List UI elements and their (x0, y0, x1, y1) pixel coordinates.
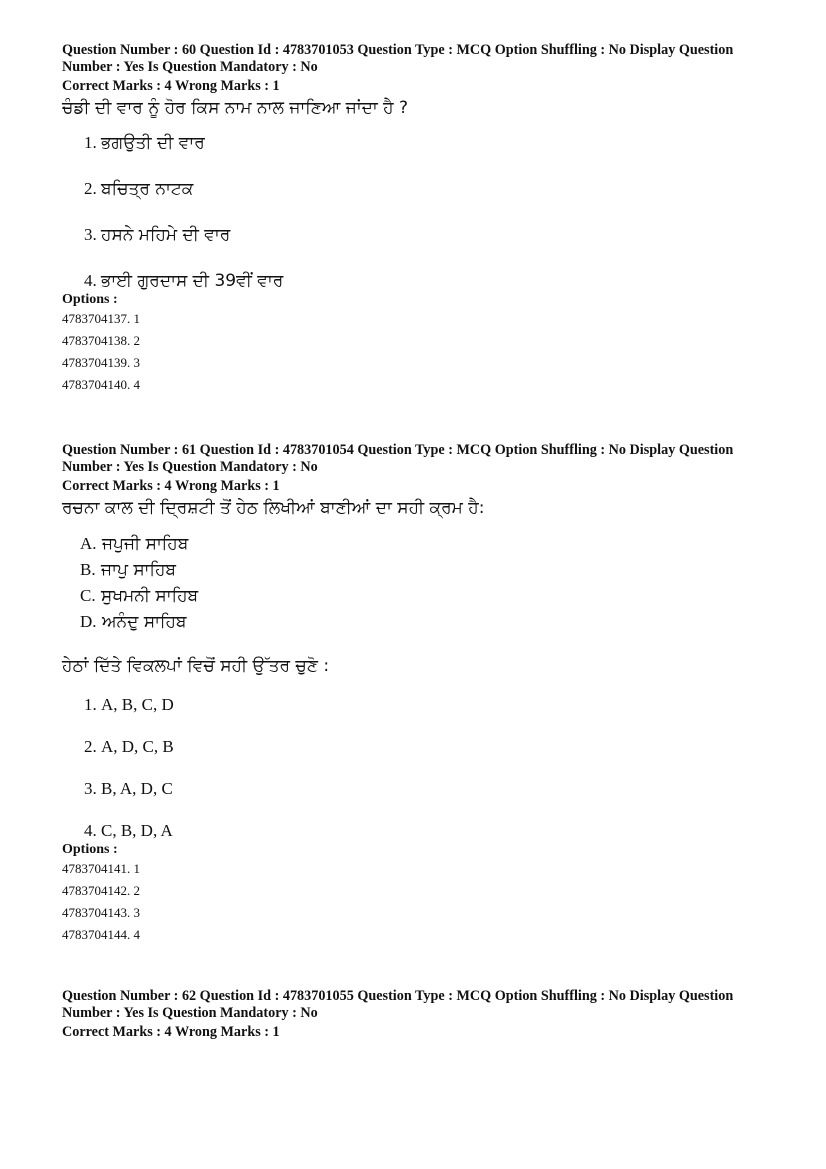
statement-item (62, 531, 782, 557)
question-61-block (62, 442, 782, 946)
answer-option-4 (62, 270, 782, 292)
option-text: ਭਗਉਤੀ ਦੀ ਵਾਰ (101, 132, 205, 153)
option-number: 3. (84, 778, 97, 798)
option-id: 4783704142. 2 (62, 882, 140, 898)
statement-label: C. (80, 585, 96, 605)
answer-option-1 (62, 694, 782, 736)
option-text: ਭਾਈ ਗੁਰਦਾਸ ਦੀ 39ਵੀਂ ਵਾਰ (101, 270, 284, 291)
options-label: Options : (62, 291, 118, 307)
question-meta-line2: Number : Yes Is Question Mandatory : No (62, 458, 318, 475)
option-id: 4783704141. 1 (62, 860, 140, 876)
instruction-text: ਹੇਠਾਂ ਦਿੱਤੇ ਵਿਕਲਪਾਂ ਵਿਚੋਂ ਸਹੀ ਉੱਤਰ ਚੁਣੋ : (62, 655, 330, 676)
statement-list (62, 531, 782, 635)
statement-label: B. (80, 559, 96, 579)
answer-option-2 (62, 736, 782, 778)
statement-text: ਜਪੁਜੀ ਸਾਹਿਬ (101, 533, 189, 554)
option-id: 4783704144. 4 (62, 926, 140, 942)
option-number: 4. (84, 270, 97, 290)
answer-option-1 (62, 132, 782, 178)
statement-text: ਅਨੰਦੁ ਸਾਹਿਬ (101, 611, 187, 632)
option-number: 1. (84, 694, 97, 714)
option-text: A, D, C, B (101, 736, 174, 756)
option-text: B, A, D, C (101, 778, 173, 798)
option-number: 3. (84, 224, 97, 244)
option-text: ਹਸਨੇ ਮਹਿਮੇ ਦੀ ਵਾਰ (101, 224, 231, 245)
answer-options (62, 694, 782, 842)
option-id: 4783704137. 1 (62, 310, 140, 326)
option-id: 4783704138. 2 (62, 332, 140, 348)
question-marks: Correct Marks : 4 Wrong Marks : 1 (62, 1024, 280, 1040)
option-id: 4783704143. 3 (62, 904, 140, 920)
answer-option-3 (62, 778, 782, 820)
option-number: 4. (84, 820, 97, 840)
statement-item (62, 557, 782, 583)
statement-item (62, 609, 782, 635)
question-62-block (62, 988, 782, 1041)
answer-option-3 (62, 224, 782, 270)
question-text: ਰਚਨਾ ਕਾਲ ਦੀ ਦ੍ਰਿਸ਼ਟੀ ਤੋਂ ਹੇਠ ਲਿਖੀਆਂ ਬਾਣੀਆਂ ਦਾ ਸਹੀ ਕ੍ਰਮ ਹੈ: (62, 497, 485, 518)
statement-text: ਸੁਖਮਨੀ ਸਾਹਿਬ (101, 585, 199, 606)
question-marks: Correct Marks : 4 Wrong Marks : 1 (62, 78, 280, 94)
option-number: 1. (84, 132, 97, 152)
option-text: A, B, C, D (101, 694, 174, 714)
option-text: ਬਚਿਤ੍ਰ ਨਾਟਕ (101, 178, 194, 199)
question-marks: Correct Marks : 4 Wrong Marks : 1 (62, 478, 280, 494)
question-meta-line2: Number : Yes Is Question Mandatory : No (62, 1004, 318, 1021)
options-label: Options : (62, 841, 118, 857)
statement-label: D. (80, 611, 97, 631)
statement-label: A. (80, 533, 97, 553)
question-meta-line2: Number : Yes Is Question Mandatory : No (62, 58, 318, 75)
statement-item (62, 583, 782, 609)
option-number: 2. (84, 736, 97, 756)
question-meta-line1: Question Number : 60 Question Id : 4783701053 Question Type : MCQ Option Shuffling : No Display Question (62, 42, 734, 58)
question-meta-line1: Question Number : 62 Question Id : 4783701055 Question Type : MCQ Option Shuffling : No Display Question (62, 988, 734, 1004)
question-text: ਚੰਡੀ ਦੀ ਵਾਰ ਨੂੰ ਹੋਰ ਕਿਸ ਨਾਮ ਨਾਲ ਜਾਣਿਆ ਜਾਂਦਾ ਹੈ ? (62, 97, 409, 118)
question-60-block (62, 42, 782, 396)
option-id: 4783704139. 3 (62, 354, 140, 370)
option-number: 2. (84, 178, 97, 198)
option-id: 4783704140. 4 (62, 376, 140, 392)
answer-option-2 (62, 178, 782, 224)
option-text: C, B, D, A (101, 820, 173, 840)
question-meta-line1: Question Number : 61 Question Id : 4783701054 Question Type : MCQ Option Shuffling : No Display Question (62, 442, 734, 458)
statement-text: ਜਾਪੁ ਸਾਹਿਬ (101, 559, 177, 580)
answer-options (62, 132, 782, 292)
answer-option-4 (62, 820, 782, 842)
